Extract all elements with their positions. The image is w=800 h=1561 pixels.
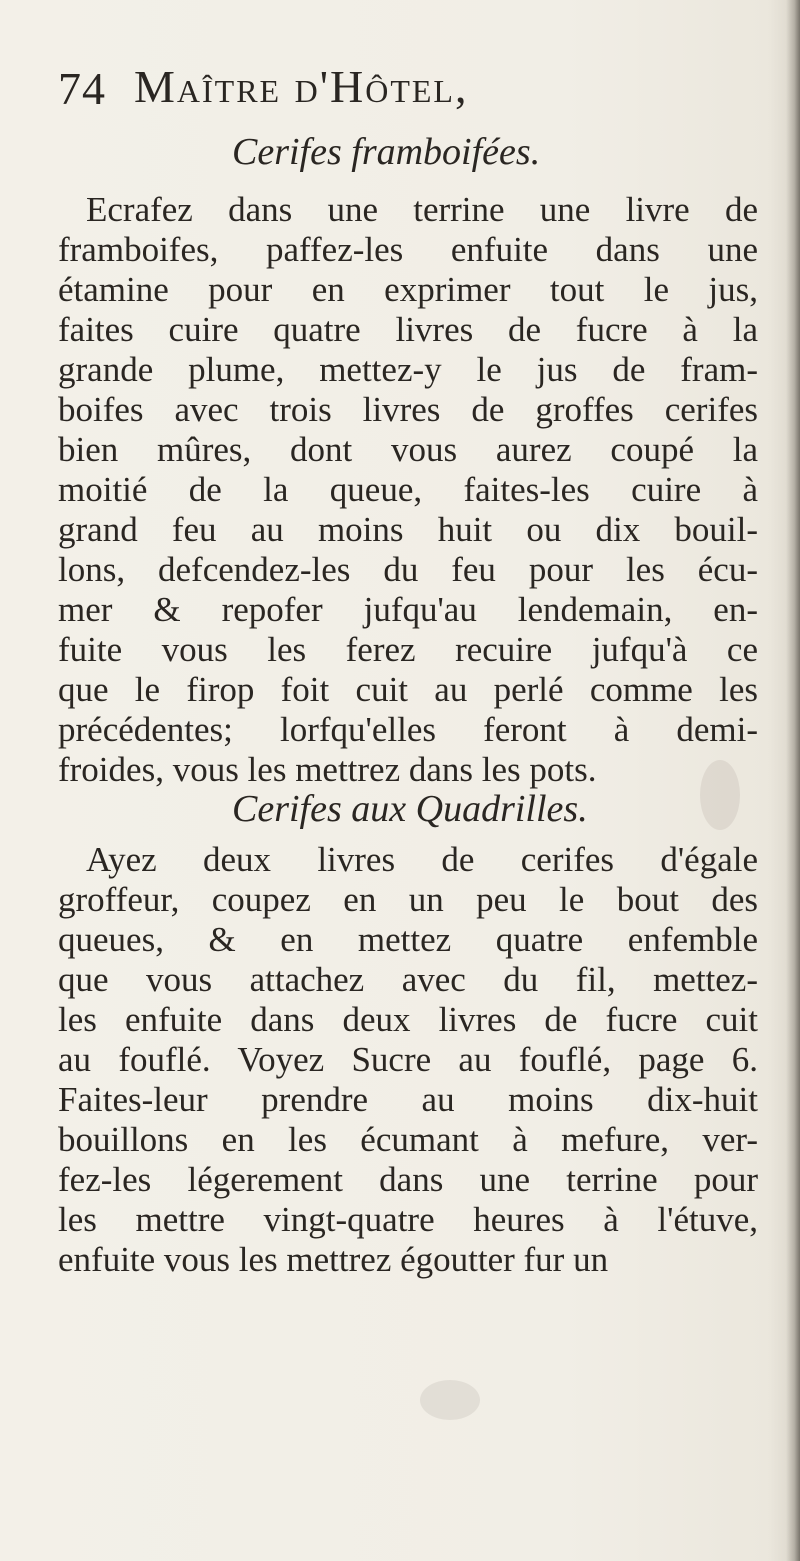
text-line: queues, & en mettez quatre enfemble	[58, 920, 758, 959]
text-line: Ayez deux livres de cerifes d'égale	[86, 840, 758, 879]
text-line: Faites-leur prendre au moins dix-huit	[58, 1080, 758, 1119]
text-line: moitié de la queue, faites-les cuire à	[58, 470, 758, 509]
recipe-title-cerifes-aux-quadrilles: Cerifes aux Quadrilles.	[232, 788, 588, 830]
page-edge-shadow	[786, 0, 800, 1561]
page-header	[58, 60, 738, 120]
text-line: grand feu au moins huit ou dix bouil-	[58, 510, 758, 549]
text-line: précédentes; lorfqu'elles feront à demi-	[58, 710, 758, 749]
text-line: que le firop foit cuit au perlé comme les	[58, 670, 758, 709]
text-line: lons, defcendez-les du feu pour les écu-	[58, 550, 758, 589]
recipe-body-cerifes-framboifees	[58, 190, 758, 790]
text-line: Ecrafez dans une terrine une livre de	[86, 190, 758, 229]
text-line: faites cuire quatre livres de fucre à la	[58, 310, 758, 349]
text-line: fuite vous les ferez recuire jufqu'à ce	[58, 630, 758, 669]
text-line: boifes avec trois livres de groffes cerifes	[58, 390, 758, 429]
text-line: mer & repofer jufqu'au lendemain, en-	[58, 590, 758, 629]
text-line: bien mûres, dont vous aurez coupé la	[58, 430, 758, 469]
text-line: groffeur, coupez en un peu le bout des	[58, 880, 758, 919]
recipe-title-cerifes-framboifees: Cerifes framboifées.	[232, 131, 541, 173]
text-line: framboifes, paffez-les enfuite dans une	[58, 230, 758, 269]
running-head: Maître d'Hôtel,	[134, 61, 469, 112]
page-number: 74	[58, 63, 106, 114]
text-line: bouillons en les écumant à mefure, ver-	[58, 1120, 758, 1159]
text-line: étamine pour en exprimer tout le jus,	[58, 270, 758, 309]
text-line: froides, vous les mettrez dans les pots.	[58, 750, 597, 789]
text-line: enfuite vous les mettrez égoutter fur un	[58, 1240, 609, 1279]
text-line: au fouflé. Voyez Sucre au fouflé, page 6.	[58, 1040, 758, 1079]
text-line: les enfuite dans deux livres de fucre cuit	[58, 1000, 758, 1039]
recipe-body-cerifes-aux-quadrilles	[58, 840, 758, 1280]
text-line: fez-les légerement dans une terrine pour	[58, 1160, 758, 1199]
text-line: les mettre vingt-quatre heures à l'étuve,	[58, 1200, 758, 1239]
text-line: que vous attachez avec du fil, mettez-	[58, 960, 758, 999]
text-line: grande plume, mettez-y le jus de fram-	[58, 350, 758, 389]
paper-stain	[420, 1380, 480, 1420]
